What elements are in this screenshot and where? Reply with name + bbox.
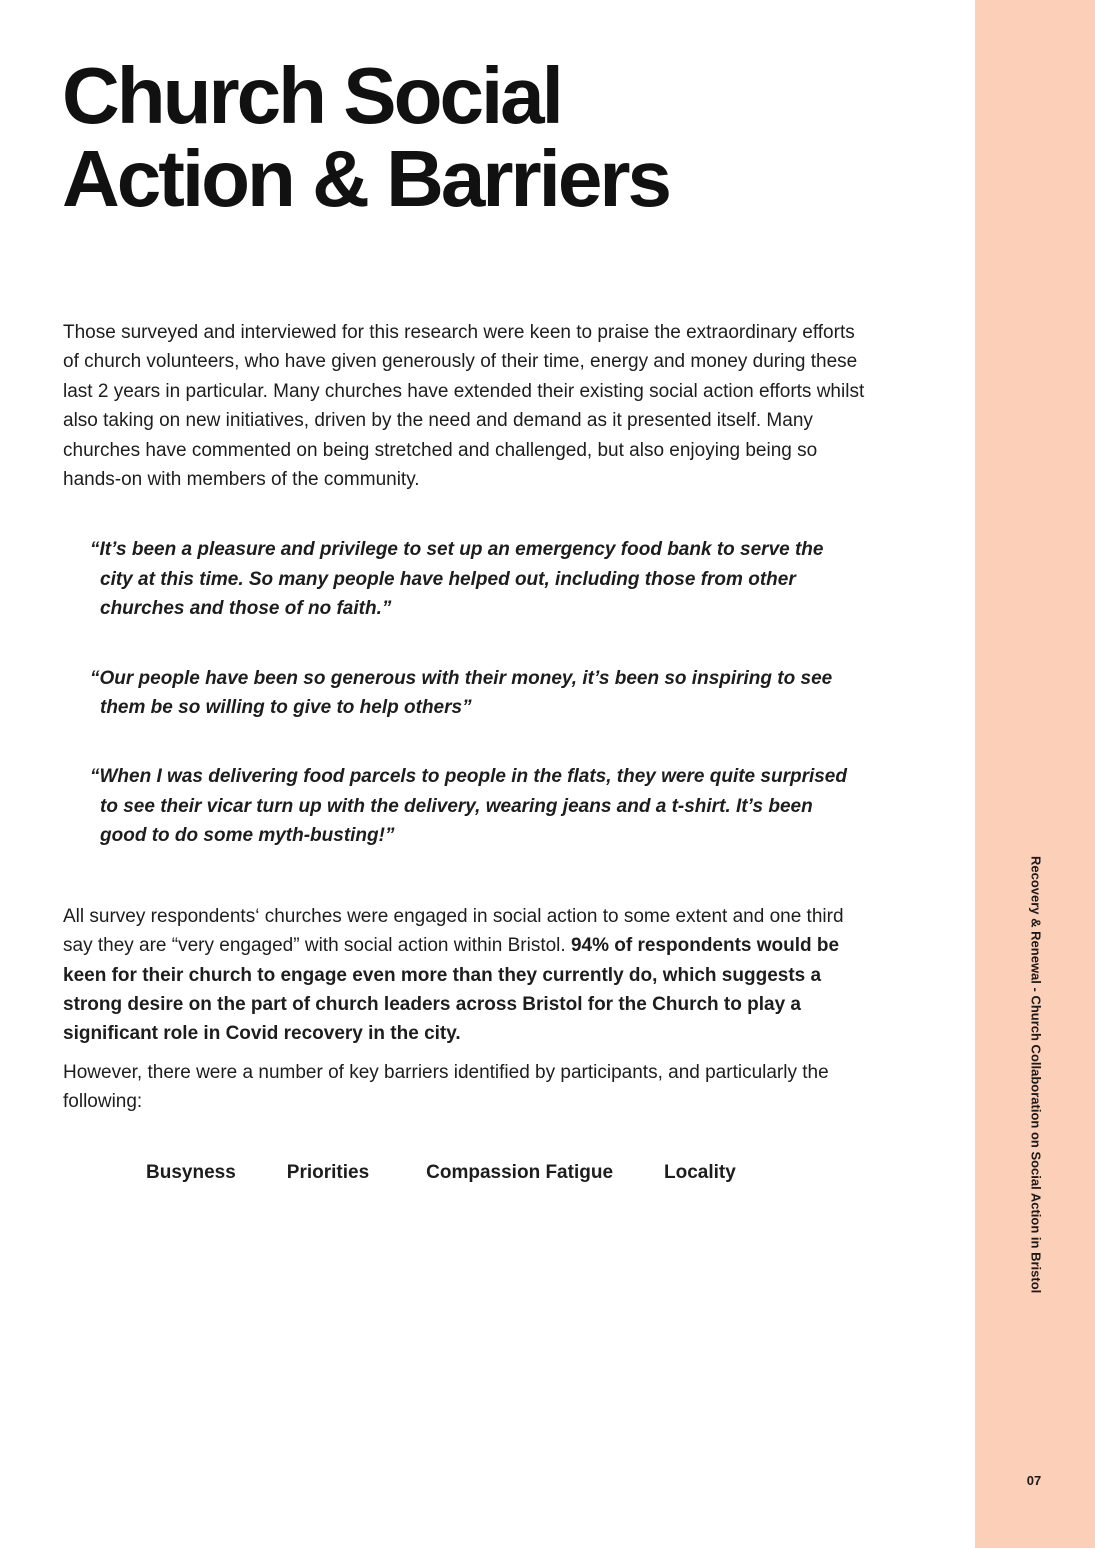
survey-text: All survey respondents‘ churches were engaged in social action to some extent and one third say they are “very engaged” with social action within Bristol. [63,905,844,957]
barrier-item: Locality [664,1161,736,1183]
quote-2: “Our people have been so generous with their money, it’s been so inspiring to see them be so willing to give to help others” [90,667,833,719]
barriers-list [63,1158,875,1187]
running-title: Recovery & Renewal - Church Collaboration on Social Action in Bristol [1028,856,1044,1294]
survey-paragraph [63,902,875,1049]
intro-paragraph: Those surveyed and interviewed for this research were keen to praise the extraordinary efforts of church volunteers, who have given generously of their time, energy and money during these last 2 years in particular. Many churches have extended their existing social action efforts whilst also taking on new initiatives, driven by the need and demand as it presented itself. Many churches have commented on being stretched and challenged, but also enjoying being so hands-on with members of the community. [63,322,865,491]
survey-highlight: 94% of respondents would be keen for their church to engage even more than they currently do, which suggests a strong desire on the part of church leaders across Bristol for the Church to play a significant role in Covid recovery in the city. [63,935,840,1045]
sidebar [975,0,1095,1548]
barrier-item: Priorities [286,1161,370,1183]
barriers-intro: However, there were a number of key barriers identified by participants, and particularly the following: [63,1061,829,1113]
quote-3: “When I was delivering food parcels to people in the flats, they were quite surprised to see their vicar turn up with the delivery, wearing jeans and a t-shirt. It’s been good to do some myth-busting!” [90,766,847,847]
quote-1: “It’s been a pleasure and privilege to set up an emergency food bank to serve the city at this time. So many people have helped out, including those from other churches and those of no faith.” [90,539,824,620]
barrier-item: Busyness [146,1161,236,1183]
main-content [63,318,875,1187]
page-number: 07 [1026,1473,1042,1488]
barrier-item: Compassion Fatigue [426,1161,614,1183]
page-title-line-1: Church Social [62,51,561,140]
page-title [62,51,942,223]
page-title-line-2: Action & Barriers [62,134,669,223]
